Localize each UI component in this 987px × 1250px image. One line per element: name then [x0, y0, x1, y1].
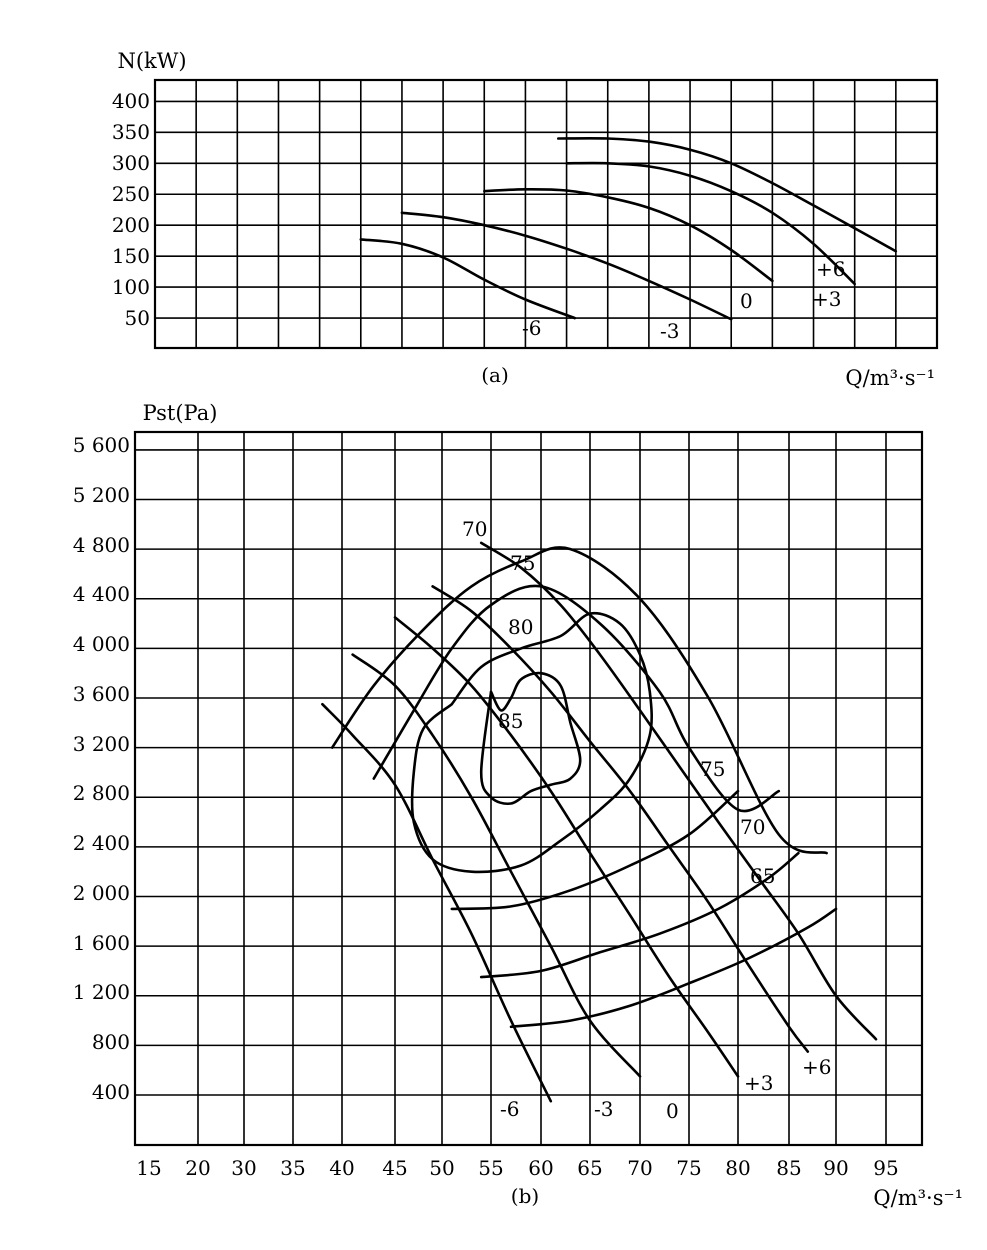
chart-b-ytick: 400 — [91, 1080, 130, 1104]
chart-b-xtick: 40 — [329, 1156, 355, 1180]
chart-b-ytick: 1 600 — [72, 931, 130, 955]
curve-label-zero: 0 — [740, 289, 753, 313]
curve-label-plus-3: +3 — [812, 287, 842, 311]
chart-b-ytick: 1 200 — [72, 980, 130, 1004]
chart-b-xtick: 35 — [280, 1156, 306, 1180]
curve-label-plus-3: +3 — [744, 1071, 774, 1095]
chart-b-ylabel: Pst(Pa) — [142, 401, 218, 425]
chart-b-ytick: 5 600 — [72, 433, 130, 457]
chart-b-ytick: 800 — [91, 1030, 130, 1054]
contour-label-80: 80 — [508, 615, 534, 639]
chart-b-xtick: 15 — [136, 1156, 162, 1180]
chart-a-ytick: 50 — [124, 306, 150, 330]
pressure-curve-0 — [322, 704, 550, 1101]
chart-b-ytick: 2 400 — [72, 831, 130, 855]
curve-label-minus-6: -6 — [522, 316, 542, 340]
chart-b-ytick: 2 000 — [72, 881, 130, 905]
chart-b-xtick: 90 — [823, 1156, 849, 1180]
chart-b-xtick: 60 — [528, 1156, 554, 1180]
chart-a-ytick: 100 — [111, 275, 150, 299]
chart-a-curve-labels — [522, 257, 845, 343]
chart-b-efficiency-contours — [332, 547, 836, 1026]
chart-b-xtick: 75 — [676, 1156, 702, 1180]
chart-a-ytick: 300 — [111, 151, 150, 175]
chart-b-xtick: 20 — [185, 1156, 211, 1180]
chart-b-frame — [135, 432, 922, 1145]
chart-b-yticks — [73, 433, 130, 1104]
chart-b-curve-labels — [500, 1055, 831, 1123]
chart-b-ytick: 4 400 — [72, 582, 130, 606]
chart-b-grid — [135, 432, 922, 1145]
chart-a — [112, 49, 937, 390]
power-curve-3 — [567, 163, 855, 284]
curve-label-minus-3: -3 — [594, 1097, 614, 1121]
efficiency-contour-0 — [481, 673, 580, 804]
chart-a-ytick: 350 — [111, 120, 150, 144]
chart-b-xtick: 85 — [776, 1156, 802, 1180]
chart-b-xtick: 80 — [725, 1156, 751, 1180]
chart-b-xticks — [136, 1156, 898, 1180]
curve-label-minus-6: -6 — [500, 1097, 520, 1121]
chart-b-ytick: 2 800 — [72, 781, 130, 805]
curve-label-plus-6: +6 — [816, 257, 846, 281]
chart-b-ytick: 5 200 — [72, 483, 130, 507]
contour-label-70-top: 70 — [462, 517, 488, 541]
chart-b-xlabel: Q/m³·s⁻¹ — [873, 1186, 963, 1210]
chart-a-panel-label: (a) — [481, 363, 509, 387]
chart-b-xtick: 30 — [231, 1156, 257, 1180]
power-curve-0 — [361, 239, 575, 318]
curve-label-minus-3: -3 — [660, 319, 680, 343]
contour-label-65: 65 — [750, 864, 776, 888]
chart-b-panel-label: (b) — [510, 1184, 540, 1208]
contour-label-70-right: 70 — [740, 815, 766, 839]
curve-label-plus-6: +6 — [802, 1055, 832, 1079]
chart-a-yticks — [112, 89, 150, 330]
chart-a-ylabel: N(kW) — [117, 49, 187, 73]
chart-b-ytick: 3 600 — [72, 682, 130, 706]
chart-a-xlabel: Q/m³·s⁻¹ — [845, 366, 935, 390]
chart-b-xtick: 45 — [382, 1156, 408, 1180]
chart-a-ytick: 150 — [111, 244, 150, 268]
contour-label-85: 85 — [498, 709, 524, 733]
chart-b-ytick: 4 000 — [72, 632, 130, 656]
chart-b-xtick: 70 — [627, 1156, 653, 1180]
chart-b — [73, 401, 963, 1210]
chart-b-xtick: 50 — [429, 1156, 455, 1180]
chart-b-xtick: 65 — [577, 1156, 603, 1180]
chart-a-ytick: 200 — [111, 213, 150, 237]
chart-b-ytick: 4 800 — [72, 533, 130, 557]
chart-b-xtick: 55 — [478, 1156, 504, 1180]
chart-a-ytick: 250 — [111, 182, 150, 206]
chart-b-ytick: 3 200 — [72, 732, 130, 756]
chart-a-ytick: 400 — [111, 89, 150, 113]
curve-label-zero: 0 — [666, 1099, 679, 1123]
efficiency-contour-6 — [511, 909, 836, 1027]
contour-label-75-top: 75 — [510, 551, 536, 575]
contour-label-75-right: 75 — [700, 757, 726, 781]
chart-b-curves — [322, 543, 876, 1101]
chart-b-xtick: 95 — [873, 1156, 899, 1180]
efficiency-contour-4 — [452, 791, 738, 909]
